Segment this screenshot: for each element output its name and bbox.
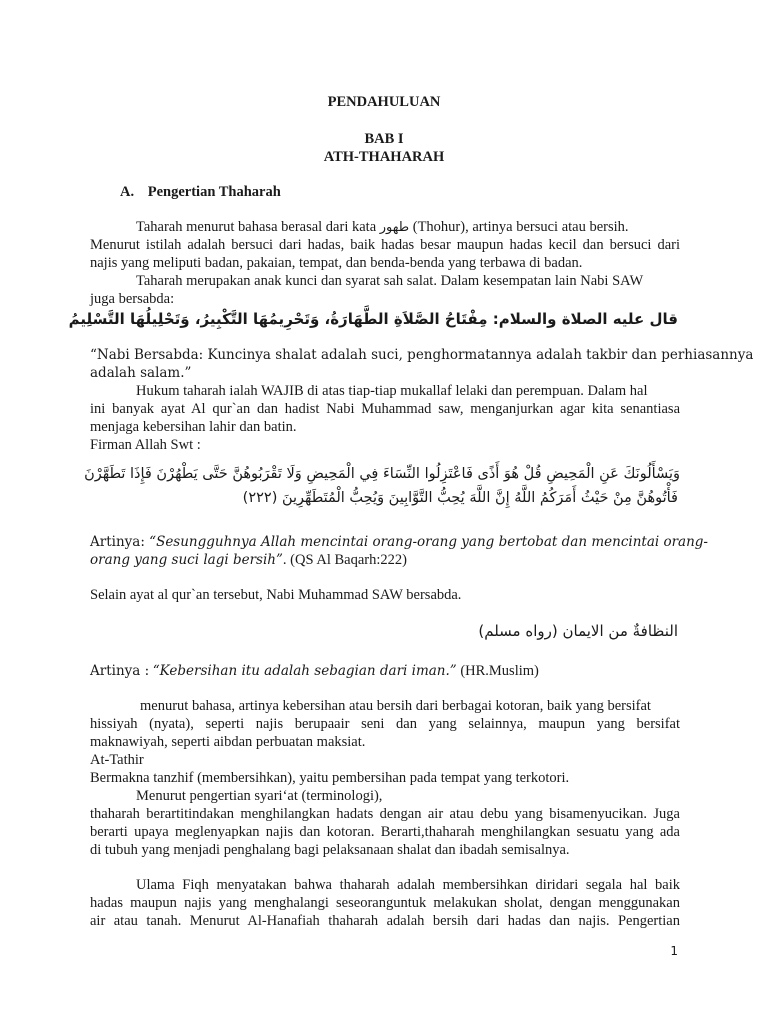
quote-line: “Nabi Bersabda: Kuncinya shalat adalah suci, penghormatannya adalah takbir dan perhiasannya [90, 347, 754, 363]
paragraph-line: menjaga kebersihan lahir dan batin. [90, 419, 297, 435]
text-run: (Thohur), artinya bersuci atau bersih. [412, 219, 629, 235]
translation-text: orang yang suci lagi bersih” [90, 552, 283, 568]
document-title: PENDAHULUAN [327, 94, 441, 110]
paragraph-line: Bermakna tanzhif (membersihkan), yaitu pembersihan pada tempat yang terkotori. [90, 770, 570, 786]
translation-line [90, 662, 539, 680]
arabic-word: طهور [379, 220, 410, 235]
paragraph-line: Menurut pengertian syari‘at (terminologi), [136, 788, 383, 804]
quote-line: adalah salam.” [90, 365, 192, 381]
arabic-hadith: قال عليه الصلاة والسلام: مِفْتَاحُ الصَّلاَةِ الطَّهَارَةُ، وَتَحْرِيمُهَا التَّكْبِيرُ، وَتَحْلِيلُهَا التَّسْلِيمُ [68, 310, 678, 328]
paragraph-line: hissiyah (nyata), seperti najis berupaair seni dan yang selainnya, maupun yang bersifat [90, 716, 680, 732]
translation-text: “Kebersihan itu adalah sebagian dari iman.” [152, 663, 457, 679]
paragraph-line: Ulama Fiqh menyatakan bahwa thaharah adalah membersihkan diridari segala hal baik [136, 877, 680, 893]
arabic-verse-line: وَيَسْأَلُونَكَ عَنِ الْمَحِيضِ قُلْ هُوَ أَذًى فَاعْتَزِلُوا النِّسَاءَ فِي الْمَحِيضِ وَلَا تَقْرَبُوهُنَّ حَتَّى يَطْهُرْنَ فَإِذَا تَطَهَّرْنَ [84, 466, 680, 482]
paragraph-line: juga bersabda: [90, 291, 175, 307]
text-run: Taharah menurut bahasa berasal dari kata [136, 219, 377, 235]
chapter-title: ATH-THAHARAH [323, 149, 445, 165]
paragraph-line: di tubuh yang menjadi penghalang bagi pelaksanaan shalat dan ibadah semisalnya. [90, 842, 570, 858]
paragraph-line: thaharah berartitindakan menghilangkan hadats dengan air atau debu yang bisamenyucikan. Juga [90, 806, 680, 822]
paragraph-line [136, 218, 629, 237]
hadith-reference: (HR.Muslim) [460, 663, 539, 679]
paragraph-line: najis yang meliputi badan, pakaian, tempat, dan benda-benda yang terbawa di badan. [90, 255, 583, 271]
paragraph-line: air atau tanah. Menurut Al-Hanafiah thaharah adalah bersih dari hadas dan najis. Pengertian [90, 913, 680, 929]
translation-label: Artinya: [90, 534, 145, 550]
translation-text: “Sesungguhnya Allah mencintai orang-orang yang bertobat dan mencintai orang- [149, 534, 708, 550]
translation-line [90, 533, 708, 551]
section-title: Pengertian Thaharah [147, 184, 281, 200]
translation-label: Artinya : [90, 663, 150, 679]
paragraph-line: menurut bahasa, artinya kebersihan atau bersih dari berbagai kotoran, baik yang bersifat [140, 698, 651, 714]
arabic-hadith: النظافةٌ من الايمان (رواه مسلم) [478, 622, 678, 640]
term-heading: At-Tathir [90, 752, 144, 768]
paragraph-line: Menurut istilah adalah bersuci dari hadas, baik hadas besar maupun hadas kecil dan bersuci dari [90, 237, 680, 253]
paragraph-line: maknawiyah, seperti aibdan perbuatan maksiat. [90, 734, 366, 750]
paragraph-line: Taharah merupakan anak kunci dan syarat sah salat. Dalam kesempatan lain Nabi SAW [136, 273, 644, 289]
section-number: A. [120, 184, 135, 200]
paragraph-line: berarti upaya meglenyapkan najis dan kotoran. Berarti,thaharah menghilangkan sesuatu yang ada [90, 824, 680, 840]
arabic-verse-line: فَأْتُوهُنَّ مِنْ حَيْثُ أَمَرَكُمُ اللَّهُ إِنَّ اللَّهَ يُحِبُّ التَّوَّابِينَ وَيُحِبُّ الْمُتَطَهِّرِينَ (٢٢٢) [242, 490, 678, 506]
paragraph-line: Selain ayat al qur`an tersebut, Nabi Muhammad SAW bersabda. [90, 587, 462, 603]
translation-line [90, 551, 407, 569]
page-number: 1 [670, 944, 678, 958]
paragraph-line: Firman Allah Swt : [90, 437, 201, 453]
section-heading [120, 183, 281, 201]
paragraph-line: ini banyak ayat Al qur`an dan hadist Nabi Muhammad saw, menganjurkan agar kita senantiasa [90, 401, 680, 417]
verse-reference: . (QS Al Baqarh:222) [282, 552, 407, 568]
chapter-number: BAB I [364, 131, 404, 147]
paragraph-line: Hukum taharah ialah WAJIB di atas tiap-tiap mukallaf lelaki dan perempuan. Dalam hal [136, 383, 648, 399]
paragraph-line: hadas maupun najis yang menghalangi seseoranguntuk melakukan sholat, dengan menggunakan [90, 895, 680, 911]
